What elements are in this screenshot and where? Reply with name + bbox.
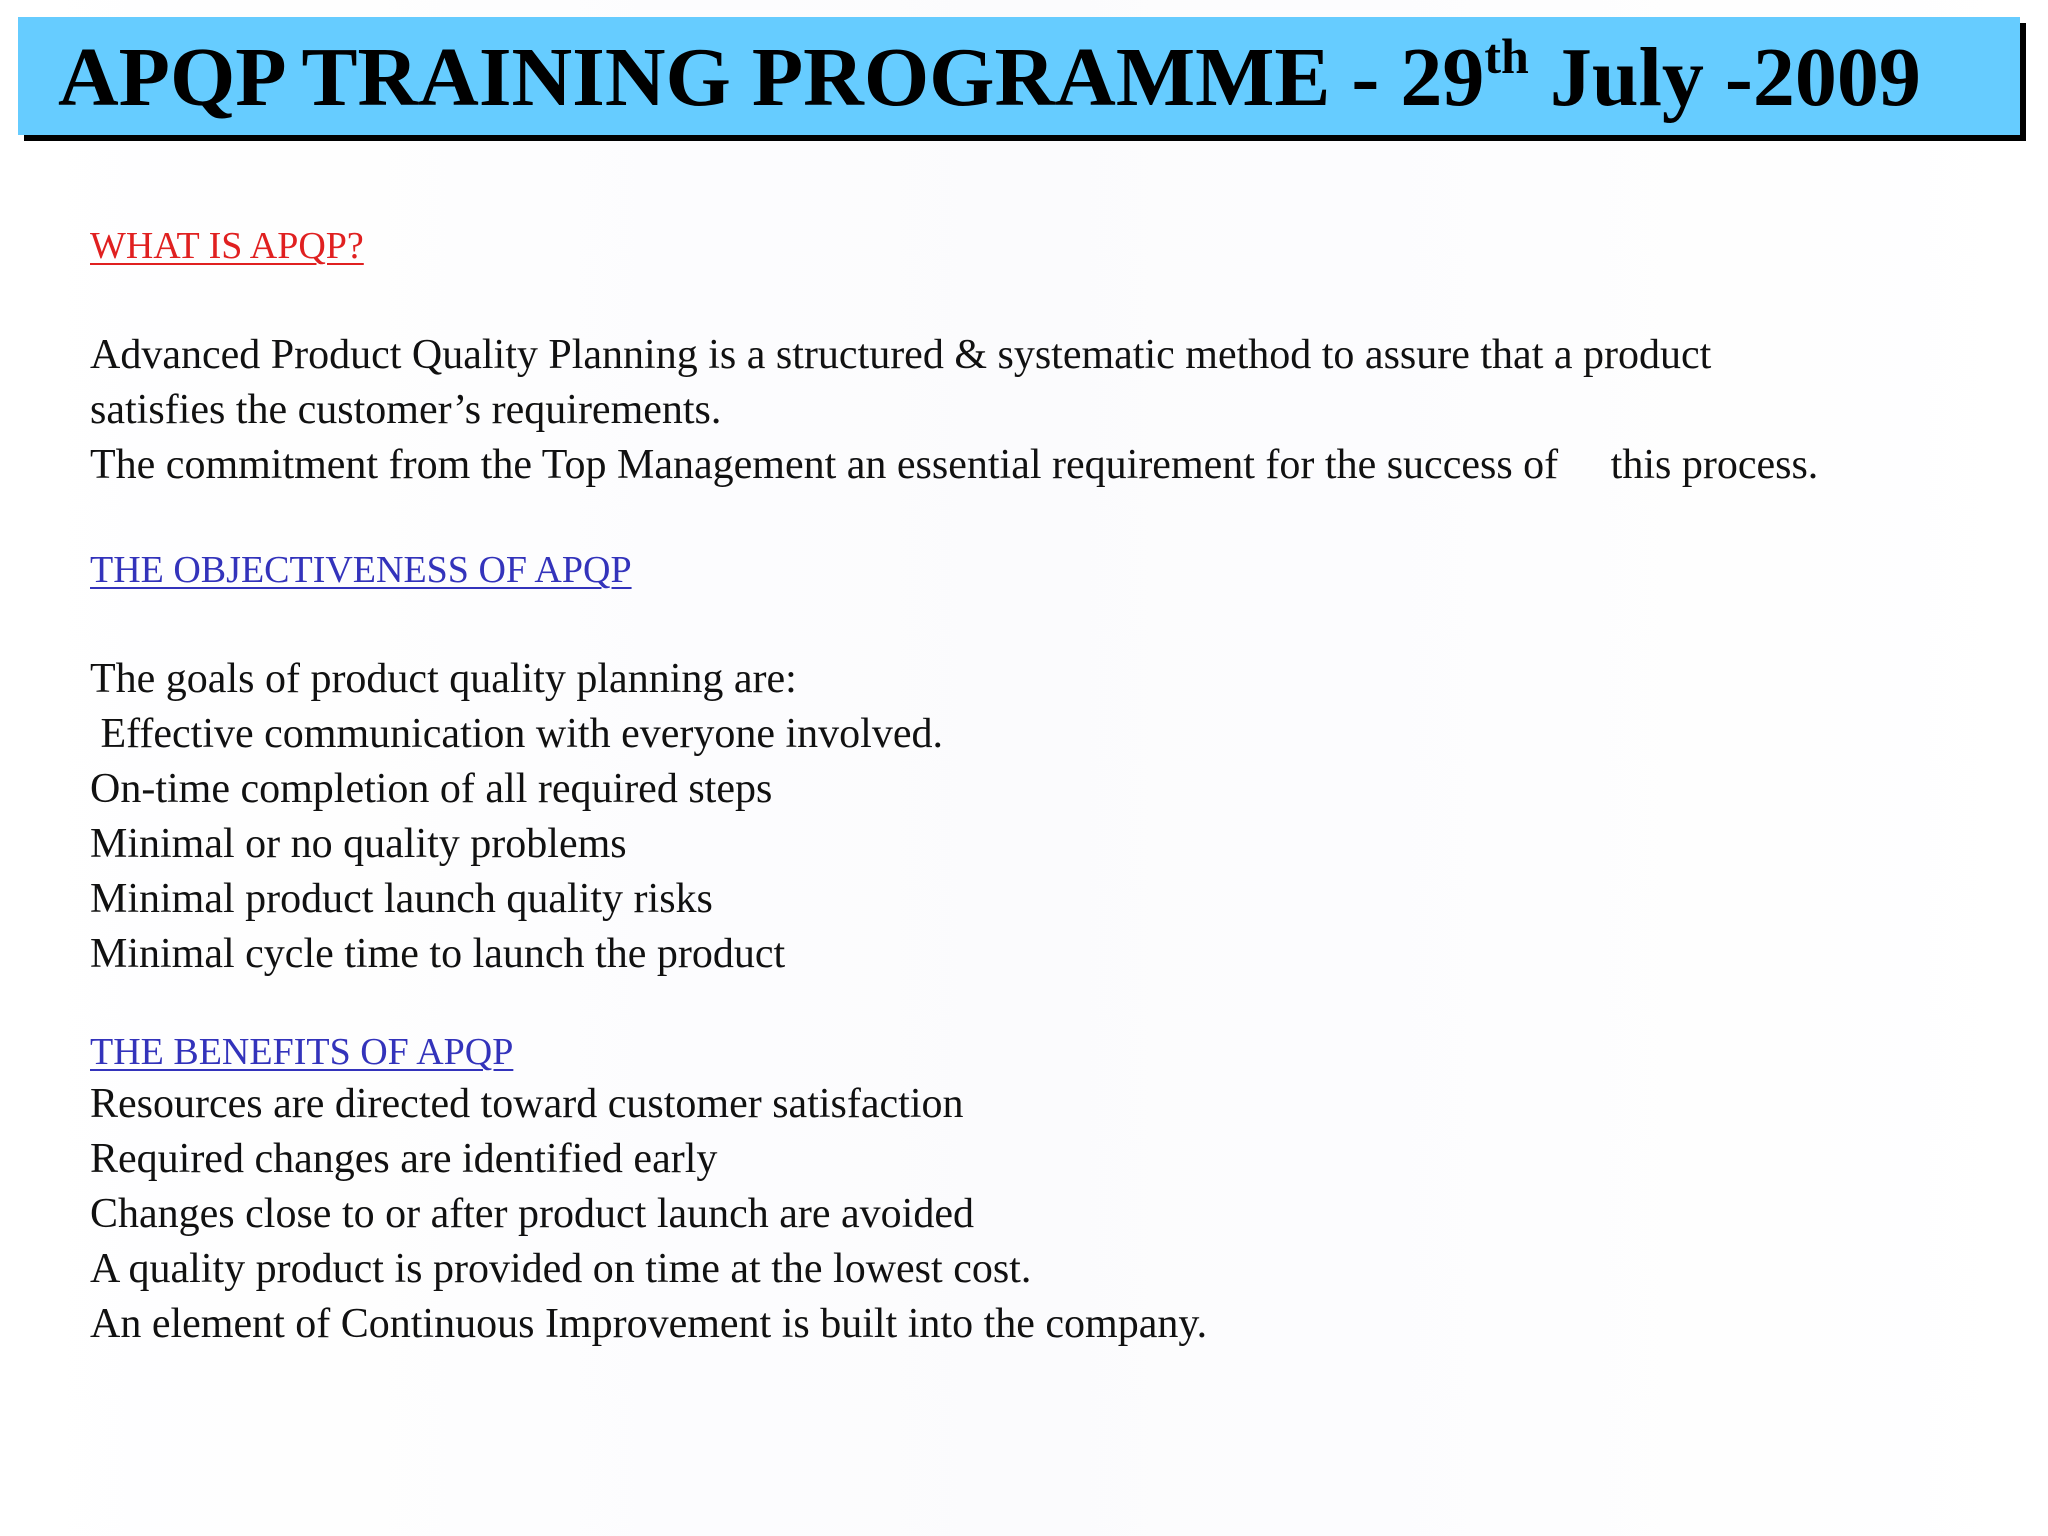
goals-list [90,707,943,982]
heading-benefits: THE BENEFITS OF APQP [90,1031,514,1073]
title-suffix: July -2009 [1528,31,1921,124]
list-item: A quality product is provided on time at the lowest cost. [90,1246,1032,1292]
list-item: Minimal product launch quality risks [90,876,713,922]
list-item: Minimal or no quality problems [90,821,627,867]
title-superscript: th [1484,28,1529,84]
list-item: An element of Continuous Improvement is built into the company. [90,1301,1208,1347]
list-item: Resources are directed toward customer satisfaction [90,1081,964,1127]
title-main: APQP TRAINING PROGRAMME - 29 [58,31,1485,124]
definition-line-3: The commitment from the Top Management an essential requirement for the success of this process. [90,442,1819,488]
list-item: Minimal cycle time to launch the product [90,931,786,977]
list-item: Effective communication with everyone involved. [90,711,943,757]
definition-line-1: Advanced Product Quality Planning is a structured & systematic method to assure that a product [90,332,1712,378]
slide-title [58,28,1921,124]
goals-intro: The goals of product quality planning are: [90,656,797,702]
list-item: Required changes are identified early [90,1136,718,1182]
heading-objectiveness: THE OBJECTIVENESS OF APQP [90,549,632,591]
list-item: Changes close to or after product launch are avoided [90,1191,974,1237]
heading-what-is-apqp: WHAT IS APQP? [90,225,364,267]
benefits-list [90,1077,1207,1352]
list-item: On-time completion of all required steps [90,766,773,812]
definition-line-2: satisfies the customer’s requirements. [90,387,722,433]
title-banner [18,17,2020,135]
